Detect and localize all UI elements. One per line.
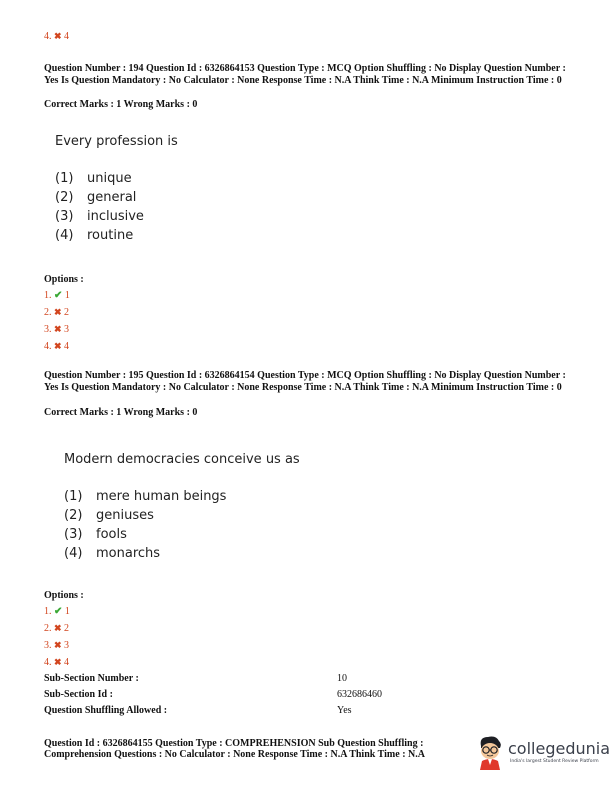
option-wrong: 4. ✖ 4 — [44, 657, 70, 668]
question-195-options — [44, 604, 70, 671]
logo-tagline: India's largest Student Review Platform — [510, 759, 599, 764]
collegedunia-logo — [470, 732, 612, 772]
option-wrong: 2. ✖ 2 — [44, 623, 70, 634]
question-195-text: Modern democracies conceive us as — [64, 452, 300, 467]
choice-item: (1) mere human beings — [64, 489, 227, 504]
question-195-choices — [64, 487, 226, 563]
check-icon: ✔ — [54, 290, 63, 301]
question-195-meta: Question Number : 195 Question Id : 6326864154 Question Type : MCQ Option Shuffling : No Display Question Number : Yes Is Question Mandatory : No Calculator : None Response Time : N.A Think Time : N.A Minimum Instruction Time : 0 — [44, 370, 566, 393]
question-195-options-label: Options : — [44, 590, 84, 601]
cross-icon: ✖ — [54, 341, 62, 351]
prev-option-4: 4. ✖ 4 — [44, 31, 70, 42]
question-shuffling-value: Yes — [337, 705, 352, 716]
option-wrong: 4. ✖ 4 — [44, 341, 70, 352]
comprehension-meta-line-1: Question Id : 6326864155 Question Type : COMPREHENSION Sub Question Shuffling : — [44, 738, 424, 749]
subsection-number-label: Sub-Section Number : — [44, 673, 139, 684]
question-194-text: Every profession is — [55, 134, 178, 149]
option-correct: 1. ✔ 1 — [44, 606, 70, 617]
question-194-options-label: Options : — [44, 274, 84, 285]
cross-icon: ✖ — [54, 31, 62, 41]
subsection-id-label: Sub-Section Id : — [44, 689, 113, 700]
cross-icon: ✖ — [54, 307, 62, 317]
option-wrong: 3. ✖ 3 — [44, 324, 70, 335]
question-shuffling-label: Question Shuffling Allowed : — [44, 705, 168, 716]
question-194-options — [44, 288, 70, 355]
cross-icon: ✖ — [54, 640, 62, 650]
choice-item: (2) geniuses — [64, 508, 154, 523]
cross-icon: ✖ — [54, 657, 62, 667]
check-icon: ✔ — [54, 606, 63, 617]
mascot-icon — [474, 734, 506, 770]
option-correct: 1. ✔ 1 — [44, 290, 70, 301]
choice-item: (4) monarchs — [64, 546, 161, 561]
choice-item: (3) fools — [64, 527, 127, 542]
choice-item: (2) general — [55, 190, 137, 205]
comprehension-meta-line-2: Comprehension Questions : No Calculator : None Response Time : N.A Think Time : N.A — [44, 749, 425, 760]
option-wrong: 2. ✖ 2 — [44, 307, 70, 318]
logo-wordmark: collegedunia — [508, 739, 611, 758]
subsection-number-value: 10 — [337, 673, 347, 684]
option-wrong: 3. ✖ 3 — [44, 640, 70, 651]
question-194-marks: Correct Marks : 1 Wrong Marks : 0 — [44, 99, 198, 110]
choice-item: (1) unique — [55, 171, 132, 186]
choice-item: (3) inclusive — [55, 209, 144, 224]
question-194-meta: Question Number : 194 Question Id : 6326864153 Question Type : MCQ Option Shuffling : No Display Question Number : Yes Is Question Mandatory : No Calculator : None Response Time : N.A Think Time : N.A Minimum Instruction Time : 0 — [44, 63, 566, 86]
choice-item: (4) routine — [55, 228, 134, 243]
subsection-id-value: 632686460 — [337, 689, 382, 700]
cross-icon: ✖ — [54, 324, 62, 334]
question-195-marks: Correct Marks : 1 Wrong Marks : 0 — [44, 407, 198, 418]
cross-icon: ✖ — [54, 623, 62, 633]
question-194-choices — [55, 169, 144, 245]
